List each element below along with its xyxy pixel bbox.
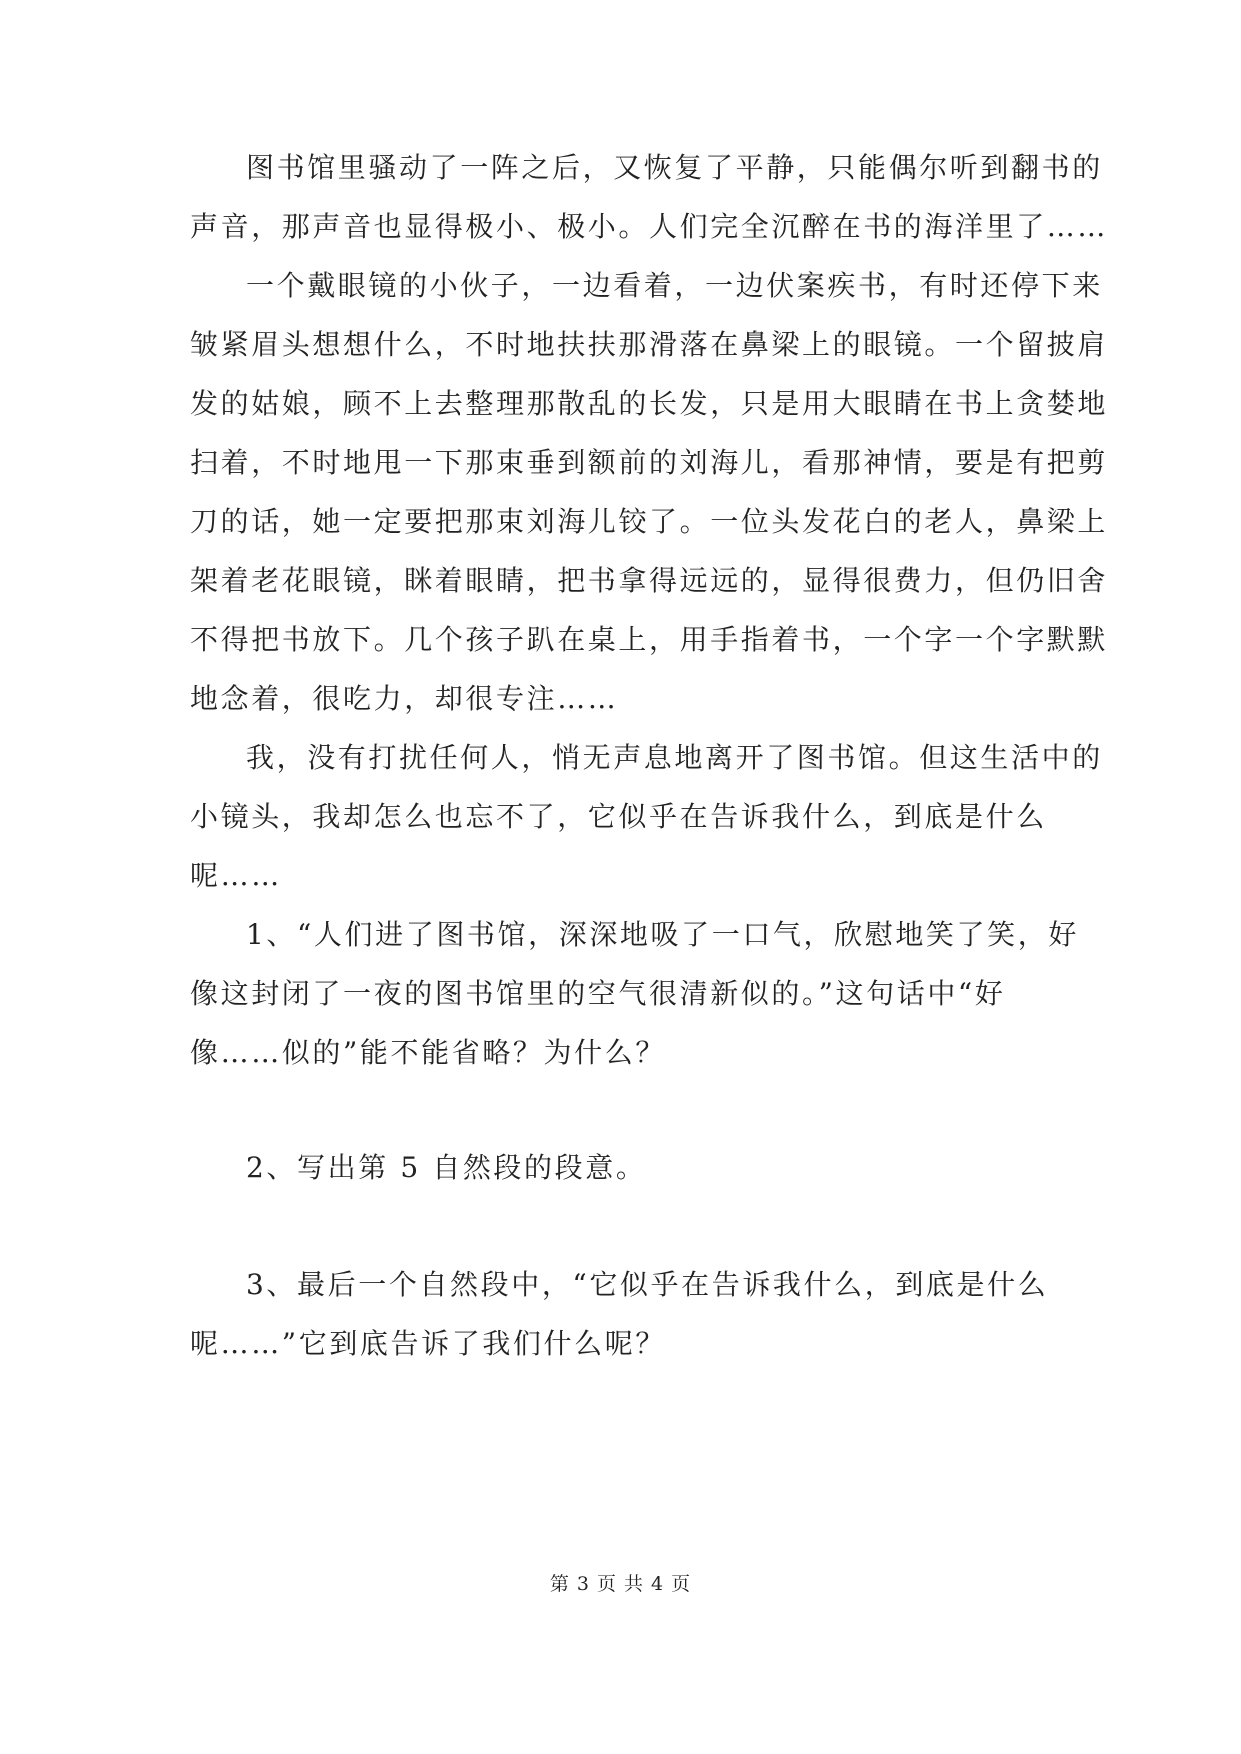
paragraph-2-line-5: 刀的话，她一定要把那束刘海儿铰了。一位头发花白的老人，鼻梁上 <box>190 505 1109 538</box>
paragraph-3-line-3: 呢…… <box>190 859 282 892</box>
paragraph-2-line-6: 架着老花眼镜，眯着眼睛，把书拿得远远的，显得很费力，但仍旧舍 <box>190 564 1109 597</box>
paragraph-2-line-2: 皱紧眉头想想什么，不时地扶扶那滑落在鼻梁上的眼镜。一个留披肩 <box>190 328 1109 361</box>
paragraph-2-line-3: 发的姑娘，顾不上去整理那散乱的长发，只是用大眼睛在书上贪婪地 <box>190 387 1109 420</box>
paragraph-2-line-7: 不得把书放下。几个孩子趴在桌上，用手指着书，一个字一个字默默 <box>190 623 1109 656</box>
question-3-line-2: 呢……”它到底告诉了我们什么呢？ <box>190 1327 666 1360</box>
question-1-line-3: 像……似的”能不能省略？为什么？ <box>190 1036 666 1069</box>
paragraph-3-line-2: 小镜头，我却怎么也忘不了，它似乎在告诉我什么，到底是什么 <box>190 800 1047 833</box>
paragraph-3-line-1: 我，没有打扰任何人，悄无声息地离开了图书馆。但这生活中的 <box>246 741 1103 774</box>
question-1-line-1: 1、“人们进了图书馆，深深地吸了一口气，欣慰地笑了笑，好 <box>246 918 1079 951</box>
question-3-line-1: 3、最后一个自然段中，“它似乎在告诉我什么，到底是什么 <box>246 1268 1049 1301</box>
paragraph-2-line-1: 一个戴眼镜的小伙子，一边看着，一边伏案疾书，有时还停下来 <box>246 269 1103 302</box>
paragraph-1-line-2: 声音，那声音也显得极小、极小。人们完全沉醉在书的海洋里了…… <box>190 210 1109 243</box>
paragraph-2-line-8: 地念着，很吃力，却很专注…… <box>190 682 619 715</box>
question-1-line-2: 像这封闭了一夜的图书馆里的空气很清新似的。”这句话中“好 <box>190 977 1006 1010</box>
paragraph-2-line-4: 扫着，不时地甩一下那束垂到额前的刘海儿，看那神情，要是有把剪 <box>190 446 1109 479</box>
paragraph-1-line-1: 图书馆里骚动了一阵之后，又恢复了平静，只能偶尔听到翻书的 <box>246 151 1103 184</box>
page-number-footer: 第 3 页 共 4 页 <box>549 1573 692 1595</box>
question-2: 2、写出第 5 自然段的段意。 <box>246 1151 647 1184</box>
